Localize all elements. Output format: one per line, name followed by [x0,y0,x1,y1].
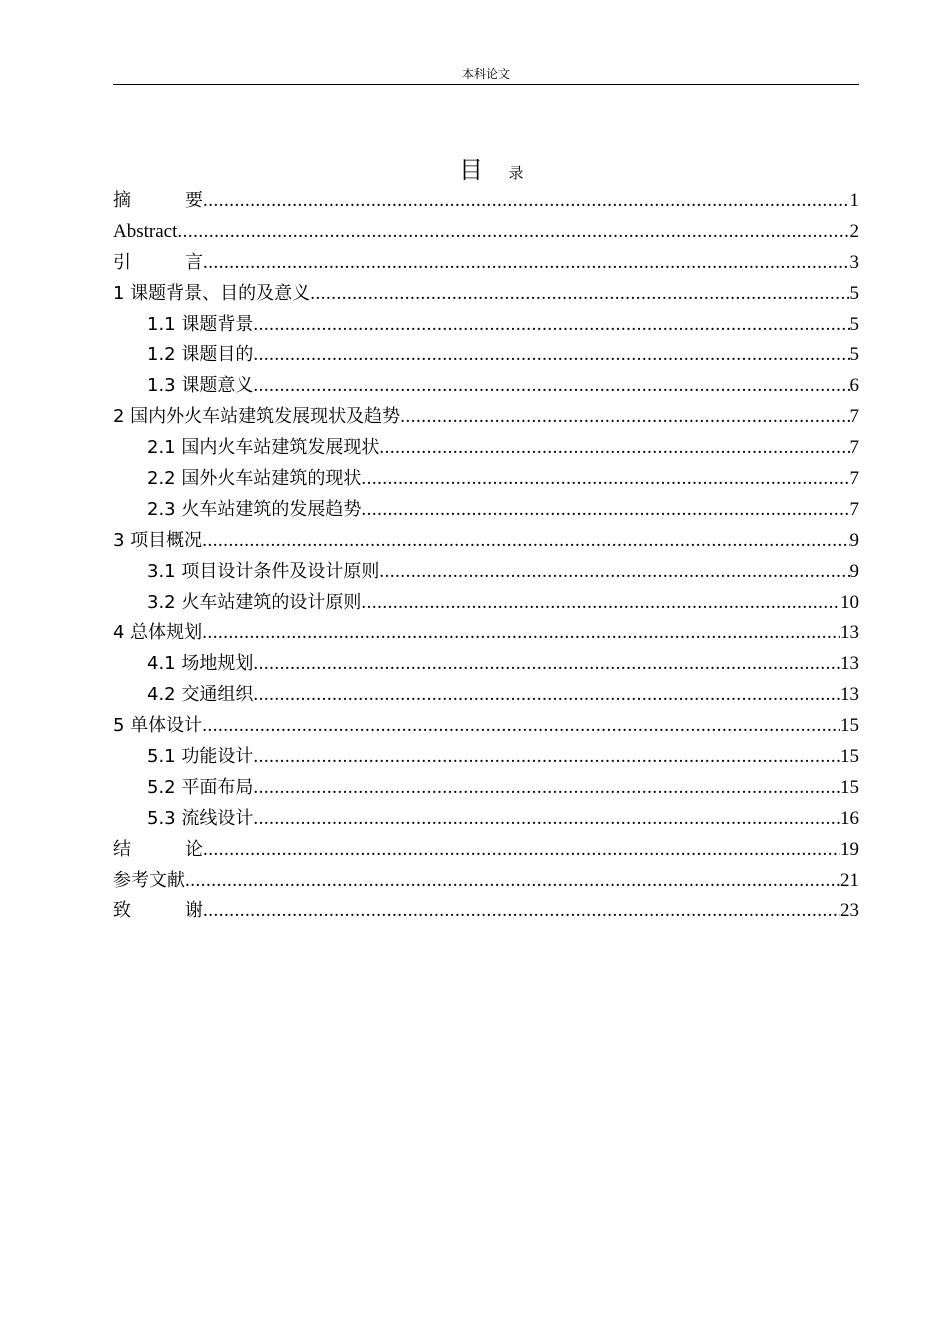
toc-entry-chapter-3[interactable] [113,526,859,557]
toc-dot-leader [185,866,840,897]
toc-entry-label: Abstract [113,220,178,242]
toc-entry-section-4-2[interactable] [113,680,859,711]
toc-dot-leader [400,402,849,433]
toc-dot-leader [361,588,840,619]
toc-page-number: 5 [849,313,859,335]
toc-entry-label: 5 单体设计 [113,715,203,737]
toc-page-number: 16 [840,807,859,829]
toc-page-number: 2 [849,220,859,242]
toc-entry-label: 4 总体规划 [113,622,203,644]
toc-page-number: 19 [840,838,859,860]
toc-entry-label: 摘 要 [113,190,203,211]
toc-dot-leader [203,896,840,927]
toc-dot-leader [202,526,849,557]
toc-dot-leader [253,773,840,804]
toc-entry-label: 3.1 项目设计条件及设计原则 [147,560,380,582]
toc-entry-section-5-3[interactable] [113,804,859,835]
toc-entry-label: 结 论 [113,838,203,860]
toc-page-number: 21 [840,869,859,891]
toc-dot-leader [361,464,849,495]
toc-entry-section-3-2[interactable] [113,588,859,619]
toc-dot-leader [203,835,840,866]
toc-entry-label: 2.3 火车站建筑的发展趋势 [147,498,362,520]
toc-entry-section-1-3[interactable] [113,371,859,402]
toc-dot-leader [379,433,849,464]
toc-entry-chapter-1[interactable] [113,279,859,310]
toc-entry-label: 3.2 火车站建筑的设计原则 [147,591,362,613]
toc-page-number: 10 [840,591,859,613]
toc-entry-label: 5.2 平面布局 [147,776,254,798]
toc-page-number: 3 [849,251,859,273]
toc-entry-label: 2.2 国外火车站建筑的现状 [147,468,362,490]
toc-entry-section-5-1[interactable] [113,742,859,773]
toc-page-number: 6 [849,375,859,397]
toc-entry-section-2-2[interactable] [113,464,859,495]
toc-dot-leader [202,618,840,649]
toc-entry-section-1-1[interactable] [113,310,859,341]
toc-page-number: 7 [849,406,859,428]
toc-entry-section-2-1[interactable] [113,433,859,464]
page-header [113,64,859,85]
toc-entry-label: 2.1 国内火车站建筑发展现状 [147,437,380,459]
table-of-contents [113,186,859,927]
toc-entry-label: 2 国内外火车站建筑发展现状及趋势 [113,406,401,428]
toc-entry-references[interactable] [113,866,859,897]
toc-entry-label: 1 课题背景、目的及意义 [113,282,311,304]
toc-entry-label: 1.2 课题目的 [147,344,254,366]
toc-page-number: 13 [840,622,859,644]
toc-dot-leader [253,680,840,711]
toc-entry-label: 1.3 课题意义 [147,375,254,397]
toc-entry-section-1-2[interactable] [113,340,859,371]
toc-entry-section-2-3[interactable] [113,495,859,526]
toc-entry-label: 5.1 功能设计 [147,746,254,768]
toc-page-number: 13 [840,653,859,675]
toc-entry-abstract-cn[interactable] [113,186,859,217]
toc-dot-leader [310,279,849,310]
header-text: 本科论文 [461,67,510,81]
toc-page-number: 7 [849,498,859,520]
toc-page-number: 7 [849,468,859,490]
toc-title-char-1: 目 [459,156,483,184]
toc-page-number: 5 [849,282,859,304]
toc-entry-introduction[interactable] [113,248,859,279]
toc-entry-section-5-2[interactable] [113,773,859,804]
toc-page-number: 1 [849,190,859,211]
toc-dot-leader [253,649,840,680]
toc-page-number: 15 [840,746,859,768]
toc-entry-label: 1.1 课题背景 [147,313,254,335]
toc-entry-label: 3 项目概况 [113,529,203,551]
toc-dot-leader [253,371,849,402]
toc-entry-label: 5.3 流线设计 [147,807,254,829]
toc-dot-leader [203,186,850,217]
toc-dot-leader [202,711,840,742]
toc-entry-abstract-en[interactable] [113,217,859,248]
toc-entry-chapter-5[interactable] [113,711,859,742]
toc-entry-acknowledgements[interactable] [113,896,859,927]
toc-dot-leader [379,557,849,588]
toc-dot-leader [253,804,840,835]
toc-page-number: 23 [840,900,859,922]
toc-entry-label: 4.2 交通组织 [147,684,254,706]
toc-dot-leader [361,495,849,526]
toc-title-char-2: 录 [508,164,524,182]
toc-page-number: 7 [849,437,859,459]
toc-entry-section-3-1[interactable] [113,557,859,588]
toc-entry-section-4-1[interactable] [113,649,859,680]
toc-page-number: 13 [840,684,859,706]
toc-page-number: 5 [849,344,859,366]
toc-dot-leader [177,217,849,248]
toc-entry-label: 引 言 [113,251,203,273]
toc-page-number: 9 [849,560,859,582]
toc-dot-leader [253,340,849,371]
toc-page-number: 15 [840,715,859,737]
toc-entry-label: 4.1 场地规划 [147,653,254,675]
toc-page-number: 15 [840,776,859,798]
toc-page-number: 9 [849,529,859,551]
toc-entry-conclusion[interactable] [113,835,859,866]
toc-dot-leader [203,248,850,279]
toc-dot-leader [253,310,849,341]
toc-entry-chapter-2[interactable] [113,402,859,433]
toc-entry-label: 致 谢 [113,900,203,922]
toc-entry-label: 参考文献 [113,869,185,891]
toc-entry-chapter-4[interactable] [113,618,859,649]
toc-dot-leader [253,742,840,773]
